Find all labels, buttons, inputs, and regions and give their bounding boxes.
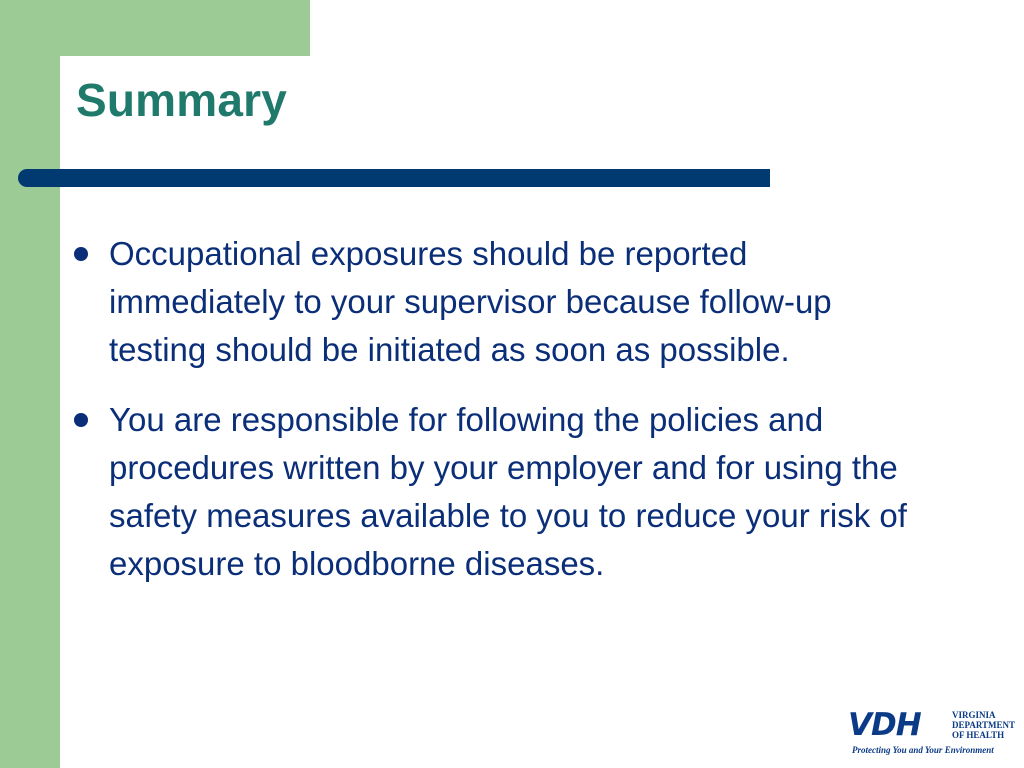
logo-dept-line: VIRGINIA [952, 710, 996, 720]
bullet-text: Occupational exposures should be reported immediately to your supervisor because follow-up testing should be initiated as soon as possible. [109, 235, 832, 368]
green-frame-left [0, 0, 60, 768]
bullet-item [70, 230, 910, 374]
logo-dept-line: DEPARTMENT [952, 720, 1016, 730]
bullet-text: You are responsible for following the policies and procedures written by your employer and for using the safety measures available to you to reduce your risk of exposure to bloodborne diseases. [109, 401, 907, 582]
vdh-tagline: Protecting You and Your Environment [852, 745, 994, 755]
green-frame-top [0, 0, 310, 56]
bullet-dot-icon [74, 413, 88, 427]
vdh-logo-mark: VDH [848, 707, 921, 743]
bullet-item [70, 396, 910, 588]
logo-dept-line: OF HEALTH [952, 730, 1005, 740]
slide-title: Summary [76, 74, 288, 126]
title-underline-bar [18, 169, 770, 187]
bullet-list [70, 230, 910, 610]
vdh-logo [848, 708, 1018, 760]
vdh-department-name [952, 710, 1022, 740]
bullet-dot-icon [74, 247, 88, 261]
